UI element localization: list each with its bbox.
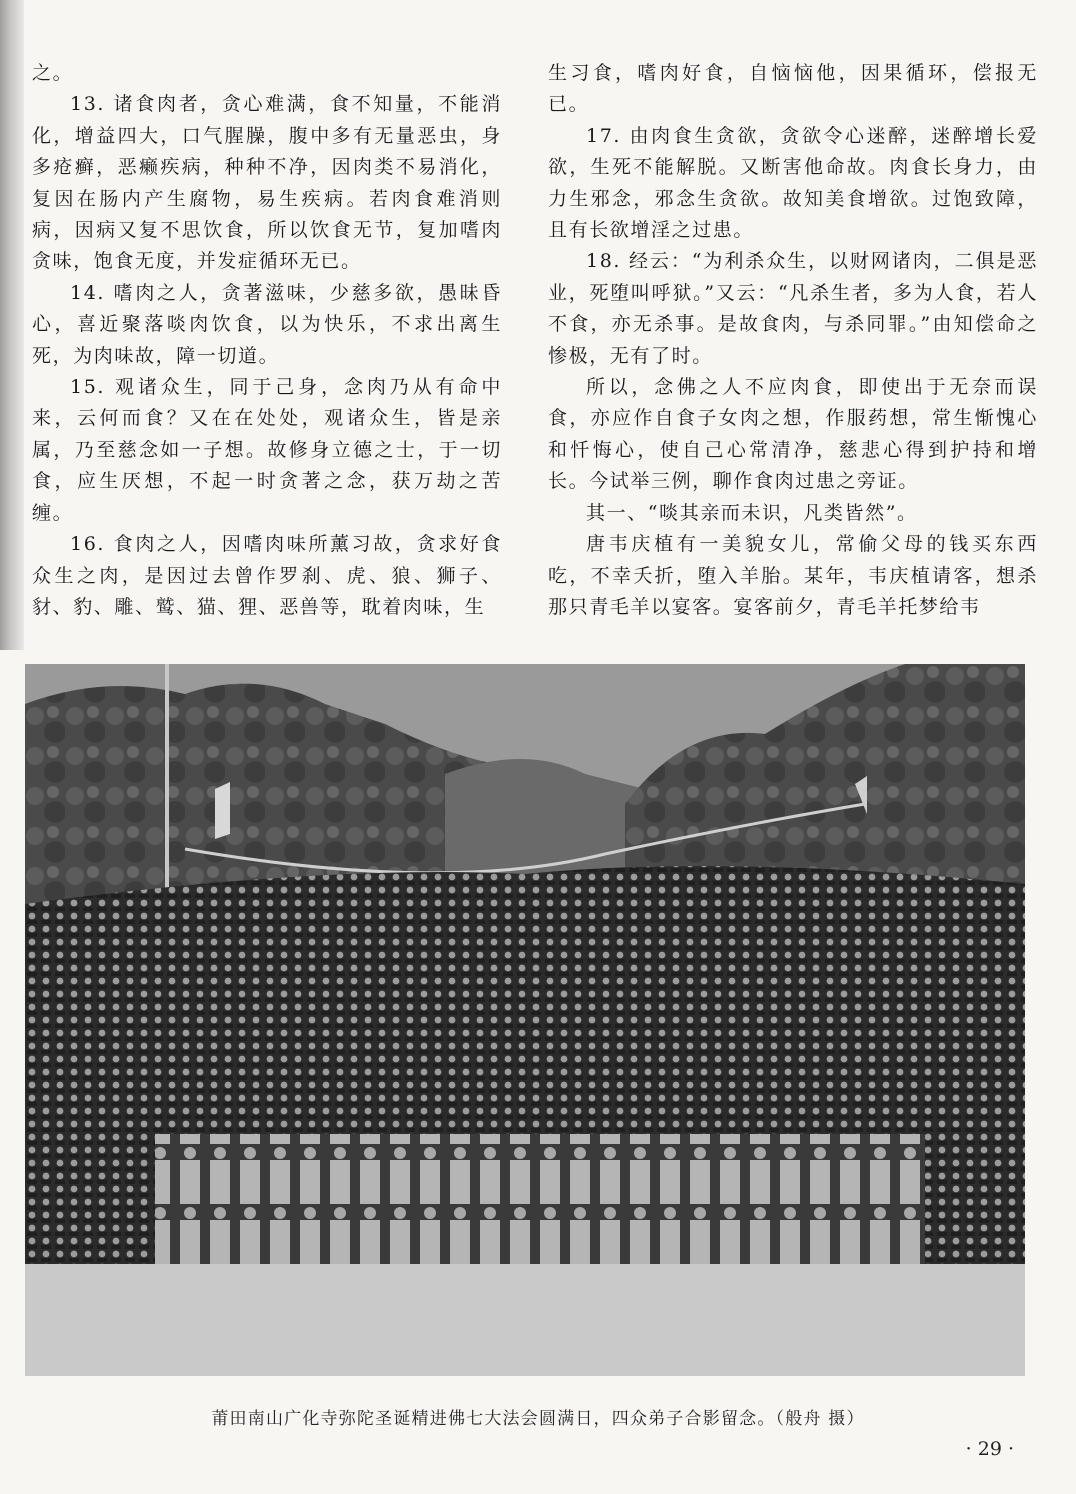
example-heading: 其一、“啖其亲而未识，凡类皆然”。 bbox=[586, 501, 918, 524]
paragraph-story: 唐韦庆植有一美貌女儿，常偷父母的钱买东西吃，不幸夭折，堕入羊胎。某年，韦庆植请客，想杀那只青毛羊以宴客。宴客前夕，青毛羊托梦给韦 bbox=[548, 533, 1038, 618]
paragraph-18: 18. 经云：“为利杀众生，以财网诸肉，二俱是恶业，死堕叫呼狱。”又云：“凡杀生者，多为人食，若人不食，亦无杀事。是故食肉，与杀同罪。”由知偿命之惨极，无有了时。 bbox=[548, 250, 1038, 367]
right-text-column bbox=[548, 58, 1038, 623]
group-photo bbox=[25, 664, 1025, 1376]
paragraph-13: 13. 诸食肉者，贪心难满，食不知量，不能消化，增益四大，口气腥臊，腹中多有无量恶虫，身多疮癣，恶癞疾病，种种不净，因肉类不易消化，复因在肠内产生腐物，易生疾病。若肉食难消则病，因病又复不思饮食，所以饮食无节，复加嗜肉贪味，饱食无度，并发症循环无已。 bbox=[32, 93, 502, 273]
photo-caption: 莆田南山广化寺弥陀圣诞精进佛七大法会圆满日，四众弟子合影留念。（般舟 摄） bbox=[211, 1409, 865, 1429]
paragraph-16-continued: 生习食，嗜肉好食，自恼恼他，因果循环，偿报无已。 bbox=[548, 62, 1038, 116]
scan-edge-shadow bbox=[0, 0, 24, 650]
paragraph-conclusion: 所以，念佛之人不应肉食，即使出于无奈而误食，亦应作自食子女肉之想，作服药想，常生惭愧心和忏悔心，使自己心常清净，慈悲心得到护持和增长。今试举三例，聊作食肉过患之旁证。 bbox=[548, 376, 1038, 493]
left-text-column bbox=[32, 58, 502, 623]
paragraph-16: 16. 食肉之人，因嗜肉味所薰习故，贪求好食众生之肉，是因过去曾作罗刹、虎、狼、狮子、豺、豹、雕、鹫、猫、狸、恶兽等，耽着肉味，生 bbox=[32, 533, 502, 618]
paragraph-15: 15. 观诸众生，同于己身，念肉乃从有命中来，云何而食？又在在处处，观诸众生，皆是亲属，乃至慈念如一子想。故修身立德之士，于一切食，应生厌想，不起一时贪著之念，获万劫之苦缠。 bbox=[32, 376, 502, 524]
page-number: · 29 · bbox=[965, 1438, 1014, 1460]
paragraph-14: 14. 嗜肉之人，贪著滋味，少慈多欲，愚昧昏心，喜近聚落啖肉饮食，以为快乐，不求出离生死，为肉味故，障一切道。 bbox=[32, 281, 502, 367]
paragraph-continuation: 之。 bbox=[32, 62, 74, 84]
paragraph-17: 17. 由肉食生贪欲，贪欲令心迷醉，迷醉增长爱欲，生死不能解脱。又断害他命故。肉食长身力，由力生邪念，邪念生贪欲。故知美食增欲。过饱致障，且有长欲增淫之过患。 bbox=[548, 124, 1038, 242]
